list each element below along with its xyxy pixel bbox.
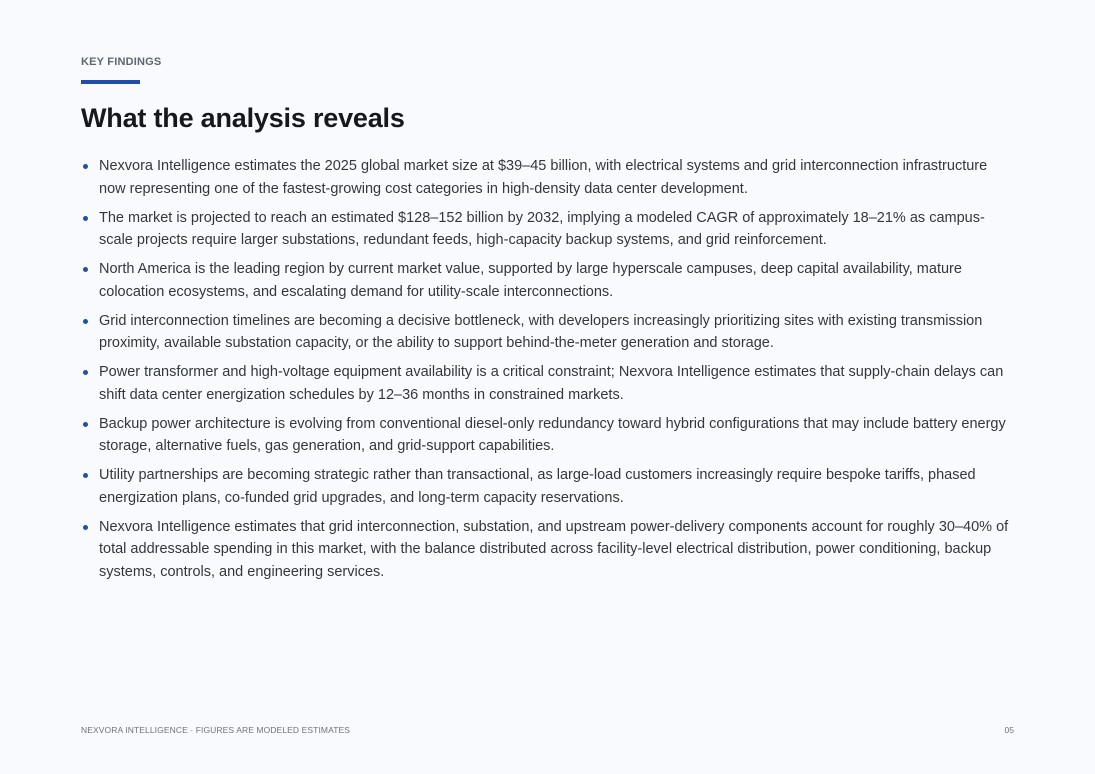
finding-item-5 <box>81 361 1011 406</box>
finding-text: Nexvora Intelligence estimates the 2025 global market size at $39–45 billion, with electrical systems and grid interconnection infrastructure now representing one of the fastest-growing cost categories in high-density data center development. <box>99 158 988 197</box>
finding-item-1 <box>81 155 1011 200</box>
findings-list <box>81 155 1011 590</box>
finding-item-3 <box>81 258 1011 303</box>
bullet-dot-icon <box>83 319 88 324</box>
finding-text: Backup power architecture is evolving from conventional diesel-only redundancy toward hybrid configurations that may include battery energy storage, alternative fuels, gas generation, and grid-support capabilities. <box>99 415 1006 454</box>
bullet-dot-icon <box>83 216 88 221</box>
page-title: What the analysis reveals <box>81 103 405 133</box>
bullet-dot-icon <box>83 370 88 375</box>
bullet-dot-icon <box>83 267 88 272</box>
bullet-dot-icon <box>83 422 88 427</box>
finding-item-7 <box>81 464 1011 509</box>
section-eyebrow: KEY FINDINGS <box>81 56 162 68</box>
finding-item-2 <box>81 207 1011 252</box>
finding-text: Grid interconnection timelines are becoming a decisive bottleneck, with developers increasingly prioritizing sites with existing transmission proximity, available substation capacity, or the ability to support behind-the-meter generation and storage. <box>99 312 983 351</box>
finding-item-6 <box>81 413 1011 458</box>
finding-text: Power transformer and high-voltage equipment availability is a critical constraint; Nexvora Intelligence estimates that supply-chain delays can shift data center energization schedules by 12–36 months in constrained markets. <box>99 364 1004 403</box>
footer-page-number: 05 <box>1004 725 1014 735</box>
finding-text: Nexvora Intelligence estimates that grid interconnection, substation, and upstream power-delivery components account for roughly 30–40% of total addressable spending in this market, with the balance distributed across facility-level electrical distribution, power conditioning, backup systems, controls, and engineering services. <box>99 518 1009 580</box>
finding-text: The market is projected to reach an estimated $128–152 billion by 2032, implying a modeled CAGR of approximately 18–21% as campus-scale projects require larger substations, redundant feeds, high-capacity backup systems, and grid reinforcement. <box>99 209 985 248</box>
bullet-dot-icon <box>83 525 88 530</box>
accent-rule <box>81 80 140 84</box>
bullet-dot-icon <box>83 473 88 478</box>
finding-item-8 <box>81 516 1011 584</box>
bullet-dot-icon <box>83 164 88 169</box>
finding-text: North America is the leading region by current market value, supported by large hyperscale campuses, deep capital availability, mature colocation ecosystems, and escalating demand for utility-scale interconnections. <box>99 261 962 300</box>
finding-item-4 <box>81 310 1011 355</box>
footer-source-note: NEXVORA INTELLIGENCE · FIGURES ARE MODELED ESTIMATES <box>81 725 351 735</box>
finding-text: Utility partnerships are becoming strategic rather than transactional, as large-load customers increasingly require bespoke tariffs, phased energization plans, co-funded grid upgrades, and long-term capacity reservations. <box>99 467 976 506</box>
